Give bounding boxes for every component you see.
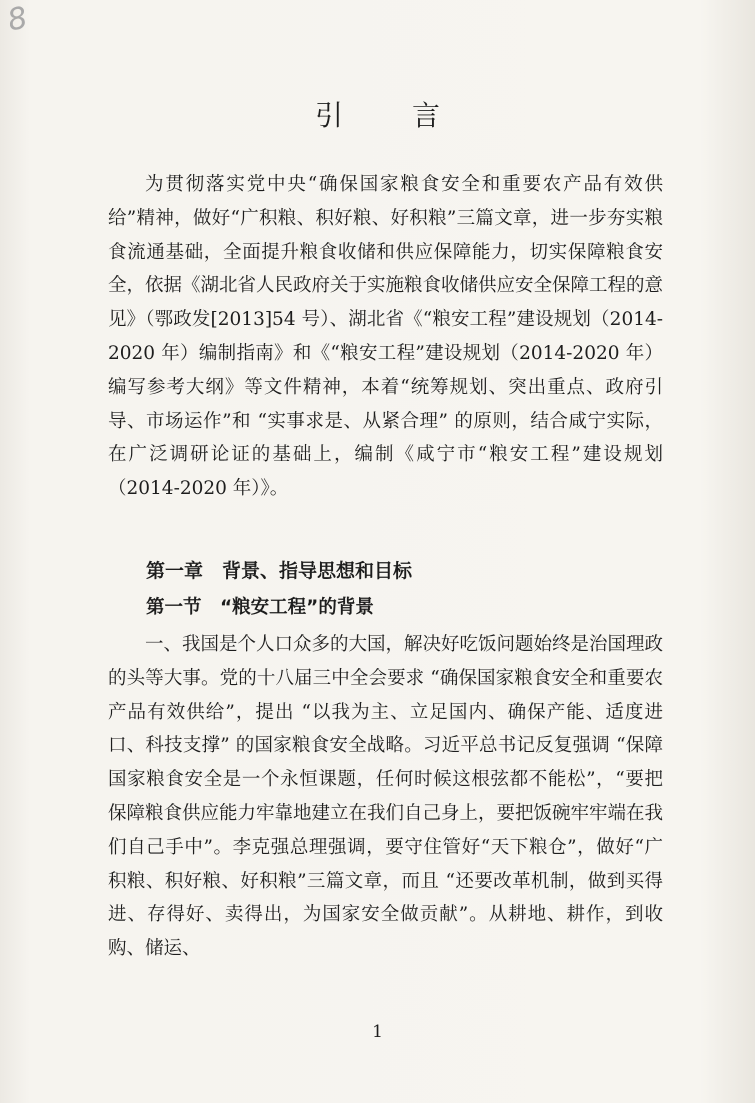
page-title: 引 言: [315, 99, 470, 132]
section-heading: 第一节 “粮安工程”的背景: [146, 597, 374, 618]
handwritten-page-mark: 8: [4, 0, 31, 39]
page-number: 1: [372, 1022, 383, 1042]
body-paragraph: 一、我国是个人口众多的大国，解决好吃饭问题始终是治国理政的头等大事。党的十八届三中全会要求 “确保国家粮食安全和重要农产品有效供给”，提出 “以我为主、立足国内、确保产能、适度进口、科技支撑” 的国家粮食安全战略。习近平总书记反复强调 “保障国家粮食安全是一个永恒课题，任何时候这根弦都不能松”，“要把保障粮食供应能力牢靠地建立在我们自己身上，要把饭碗牢牢端在我们自己手中”。李克强总理强调，要守住管好“天下粮仓”，做好“广积粮、积好粮、好积粮”三篇文章，而且 “还要改革机制，做到买得进、存得好、卖得出，为国家安全做贡献”。从耕地、耕作，到收购、储运、: [108, 634, 664, 960]
chapter-heading: 第一章 背景、指导思想和目标: [146, 560, 413, 582]
intro-paragraph: 为贯彻落实党中央“确保国家粮食安全和重要农产品有效供给”精神，做好“广积粮、积好粮、好积粮”三篇文章，进一步夯实粮食流通基础，全面提升粮食收储和供应保障能力，切实保障粮食安全，依据《湖北省人民政府关于实施粮食收储供应安全保障工程的意见》（鄂政发[2013]54 号）、湖北省《“粮安工程”建设规划（2014-2020 年）编制指南》和《“粮安工程”建设规划（2014-2020 年）编写参考大纲》等文件精神，本着“统筹规划、突出重点、政府引导、市场运作”和 “实事求是、从紧合理” 的原则，结合咸宁实际，在广泛调研论证的基础上，编制《咸宁市“粮安工程”建设规划（2014-2020 年）》。: [108, 174, 664, 500]
